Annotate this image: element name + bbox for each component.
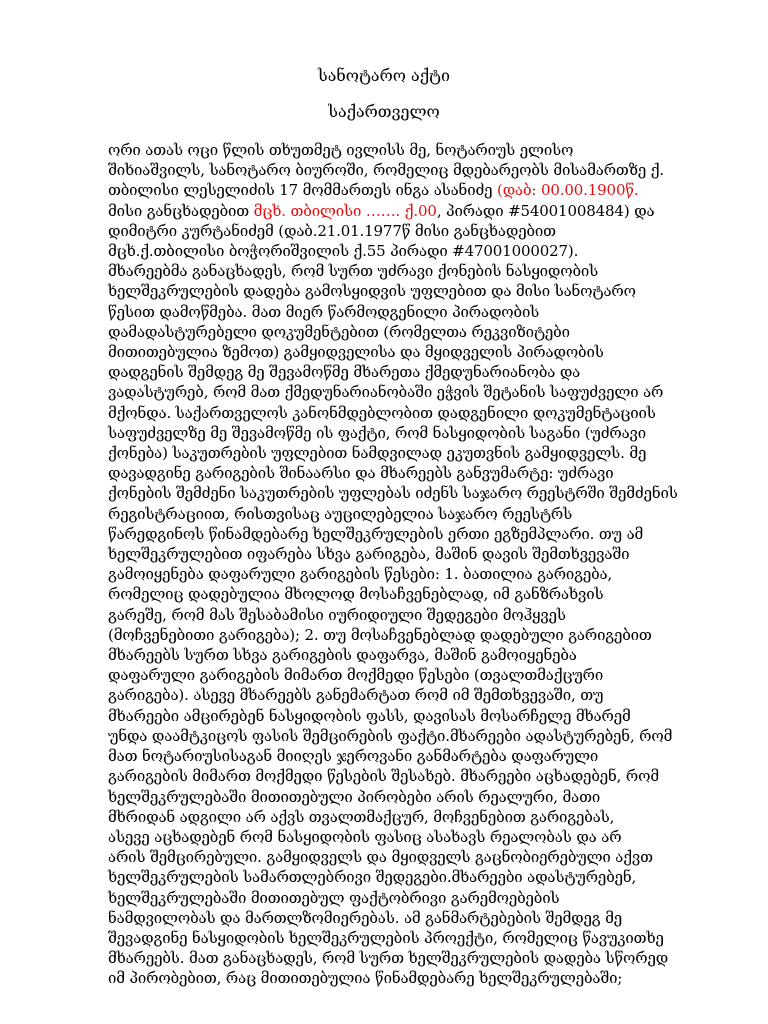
body-text-segment: გარიგების მიმართ მოქმედი წესების შესახებ. მხარეები აცხადებენ, რომ — [108, 767, 659, 786]
body-line — [108, 221, 748, 241]
body-text-segment: ვადასტურებ, რომ მათ ქმედუნარიანობაში ეჭვის შეტანის საფუძველი არ — [108, 383, 664, 402]
body-text-segment: წესით დამოწმება. მათ მიერ წარმოდგენილი პირადობის — [108, 302, 540, 321]
body-line — [108, 180, 748, 200]
body-line — [108, 948, 748, 968]
body-text-segment: ნამდვილობას და მართლზომიერებას. ამ განმარტებების შემდეგ მე — [108, 908, 622, 927]
body-line — [108, 483, 748, 503]
body-text-segment: , პირადი #54001008484) და — [436, 201, 655, 220]
body-line — [108, 766, 748, 786]
body-text-segment: ხელშეკრულებაში მითითებულ ფაქტობრივი გარემოებების — [108, 888, 560, 907]
body-text-segment: შიხიაშვილს, სანოტარო ბიუროში, რომელიც მდებარეობს მისამართზე ქ. — [108, 161, 664, 180]
body-line — [108, 504, 748, 524]
body-text-segment: ხელშეკრულების დადება გამოსყიდვის უფლებით და მისი სანოტარო — [108, 282, 636, 301]
body-text-segment: თბილისი ლესელიძის 17 მომმართეს ინგა ასანიძე — [108, 181, 497, 200]
body-line — [108, 908, 748, 928]
body-text-segment: უნდა დაამტკიცოს ფასის შემცირების ფაქტი.მხარეები ადასტურებენ, რომ — [108, 726, 673, 745]
body-line — [108, 403, 748, 423]
body-text-segment: მათ ნოტარიუსისაგან მიიღეს ჯეროვანი განმარტება დაფარული — [108, 747, 599, 766]
body-line — [108, 807, 748, 827]
body-line — [108, 685, 748, 705]
body-line — [108, 302, 748, 322]
body-text-segment: გარეშე, რომ მას შესაბამისი იურიდიული შედეგები მოჰყვეს — [108, 605, 566, 624]
body-text-segment: საფუძველზე მე შევამოწმე ის ფაქტი, რომ ნასყიდობის საგანი (უძრავი — [108, 423, 647, 442]
body-line — [108, 201, 748, 221]
body-text-segment: ქონების შემძენი საკუთრების უფლებას იძენს საჯარო რეესტრში შემძენის — [108, 484, 678, 503]
body-text-segment: წარედგინოს წინამდებარე ხელშეკრულების ერთი ეგზემპლარი. თუ ამ — [108, 524, 644, 543]
body-text-segment: არის შემცირებული. გამყიდველს და მყიდველს გაცნობიერებული აქვთ — [108, 848, 653, 867]
body-line — [108, 787, 748, 807]
body-line — [108, 847, 748, 867]
body-line — [108, 605, 748, 625]
body-text-segment: დამადასტურებელი დოკუმენტებით (რომელთა რეკვიზიტები — [108, 322, 570, 341]
body-line — [108, 140, 748, 160]
body-text-segment: გარიგება). ასევე მხარეებს განემარტათ რომ იმ შემთხვევაში, თუ — [108, 686, 604, 705]
body-text-segment: მხარეებმა განაცხადეს, რომ სურთ უძრავი ქონების ნასყიდობის — [108, 262, 599, 281]
body-line — [108, 645, 748, 665]
body-line — [108, 342, 748, 362]
body-text-segment: რომელიც დადებულია მხოლოდ მოსაჩვენებლად, იმ განზრახვის — [108, 585, 604, 604]
body-line — [108, 261, 748, 281]
body-line — [108, 281, 748, 301]
highlighted-placeholder-text: (დაბ: 00.00.1900წ. — [497, 181, 639, 200]
body-text-segment: ხელშეკრულებაში მითითებული პირობები არის რეალური, მათი — [108, 787, 601, 806]
body-line — [108, 322, 748, 342]
body-text-segment: მხრიდან ადგილი არ აქვს თვალთმაქცურ, მოჩვენებით გარიგებას, — [108, 807, 615, 826]
highlighted-placeholder-text: მცხ. თბილისი ……. ქ.00 — [253, 201, 437, 220]
document-body — [108, 140, 748, 989]
body-text-segment: მისი განცხადებით — [108, 201, 254, 220]
body-text-segment: მცხ.ქ.თბილისი ბოჭორიშვილის ქ.55 პირადი #47001000027). — [108, 242, 579, 261]
body-text-segment: იმ პირობებით, რაც მითითებულია წინამდებარე ხელშეკრულებაში; — [108, 969, 623, 988]
body-line — [108, 827, 748, 847]
body-text-segment: შევადგინე ნასყიდობის ხელშეკრულების პროექტი, რომელიც წავუკითხე — [108, 928, 664, 947]
body-line — [108, 160, 748, 180]
body-line — [108, 524, 748, 544]
body-line — [108, 746, 748, 766]
body-line — [108, 564, 748, 584]
body-text-segment: ასევე აცხადებენ რომ ნასყიდობის ფასიც ასახავს რეალობას და არ — [108, 827, 622, 846]
body-text-segment: ქონება) საკუთრების უფლებით ნამდვილად ეკუთვნის გამყიდველს. მე — [108, 444, 647, 463]
body-text-segment: ორი ათას ოცი წლის თხუთმეტ ივლისს მე, ნოტარიუს ელისო — [108, 141, 574, 159]
body-text-segment: დაფარული გარიგების მიმართ მოქმედი წესები (თვალთმაქცური — [108, 666, 604, 685]
body-text-segment: ხელშეკრულებით იფარება სხვა გარიგება, მაშინ დავის შემთხვევაში — [108, 545, 630, 564]
body-text-segment: მქონდა. საქართველოს კანონმდებლობით დადგენილი დოკუმენტაციის — [108, 403, 656, 422]
body-text-segment: დადგენის შემდეგ მე შევამოწმე მხარეთა ქმედუნარიანობა და — [108, 363, 581, 382]
document-title: სანოტარო აქტი — [318, 66, 450, 85]
body-line — [108, 706, 748, 726]
body-line — [108, 443, 748, 463]
body-text-segment: დავადგინე გარიგების შინაარსი და მხარეებს განვუმარტე: უძრავი — [108, 464, 614, 483]
body-line — [108, 928, 748, 948]
body-text-segment: მხარეები ამცირებენ ნასყიდობის ფასს, დავისას მოსარჩელე მხარემ — [108, 706, 631, 725]
body-text-segment: მითითებულია ზემოთ) გამყიდველისა და მყიდველის პირადობის — [108, 343, 604, 362]
document-subtitle: საქართველო — [328, 102, 440, 121]
body-line — [108, 544, 748, 564]
body-line — [108, 867, 748, 887]
body-line — [108, 241, 748, 261]
body-text-segment: დიმიტრი კურტანიძემ (დაბ.21.01.1977წ მისი განცხადებით — [108, 221, 556, 240]
body-line — [108, 625, 748, 645]
body-line — [108, 888, 748, 908]
body-line — [108, 665, 748, 685]
body-line — [108, 726, 748, 746]
body-text-segment: მხარეებს სურთ სხვა გარიგების დაფარვა, მაშინ გამოიყენება — [108, 646, 577, 665]
body-text-segment: რეგისტრაციით, რისთვისაც აუცილებელია საჯარო რეესტრს — [108, 504, 573, 523]
body-line — [108, 968, 748, 988]
body-line — [108, 382, 748, 402]
body-text-segment: მხარეებს. მათ განაცხადეს, რომ სურთ ხელშეკრულების დადება სწორედ — [108, 949, 669, 968]
body-text-segment: გამოიყენება დაფარული გარიგების წესები: 1. ბათილია გარიგება, — [108, 565, 613, 584]
body-line — [108, 584, 748, 604]
body-line — [108, 362, 748, 382]
body-line — [108, 423, 748, 443]
body-line — [108, 463, 748, 483]
body-text-segment: ხელშეკრულების სამართლებრივი შედეგები.მხარეები ადასტურებენ, — [108, 868, 637, 887]
body-text-segment: (მოჩვენებითი გარიგება); 2. თუ მოსაჩვენებლად დადებული გარიგებით — [108, 625, 652, 644]
